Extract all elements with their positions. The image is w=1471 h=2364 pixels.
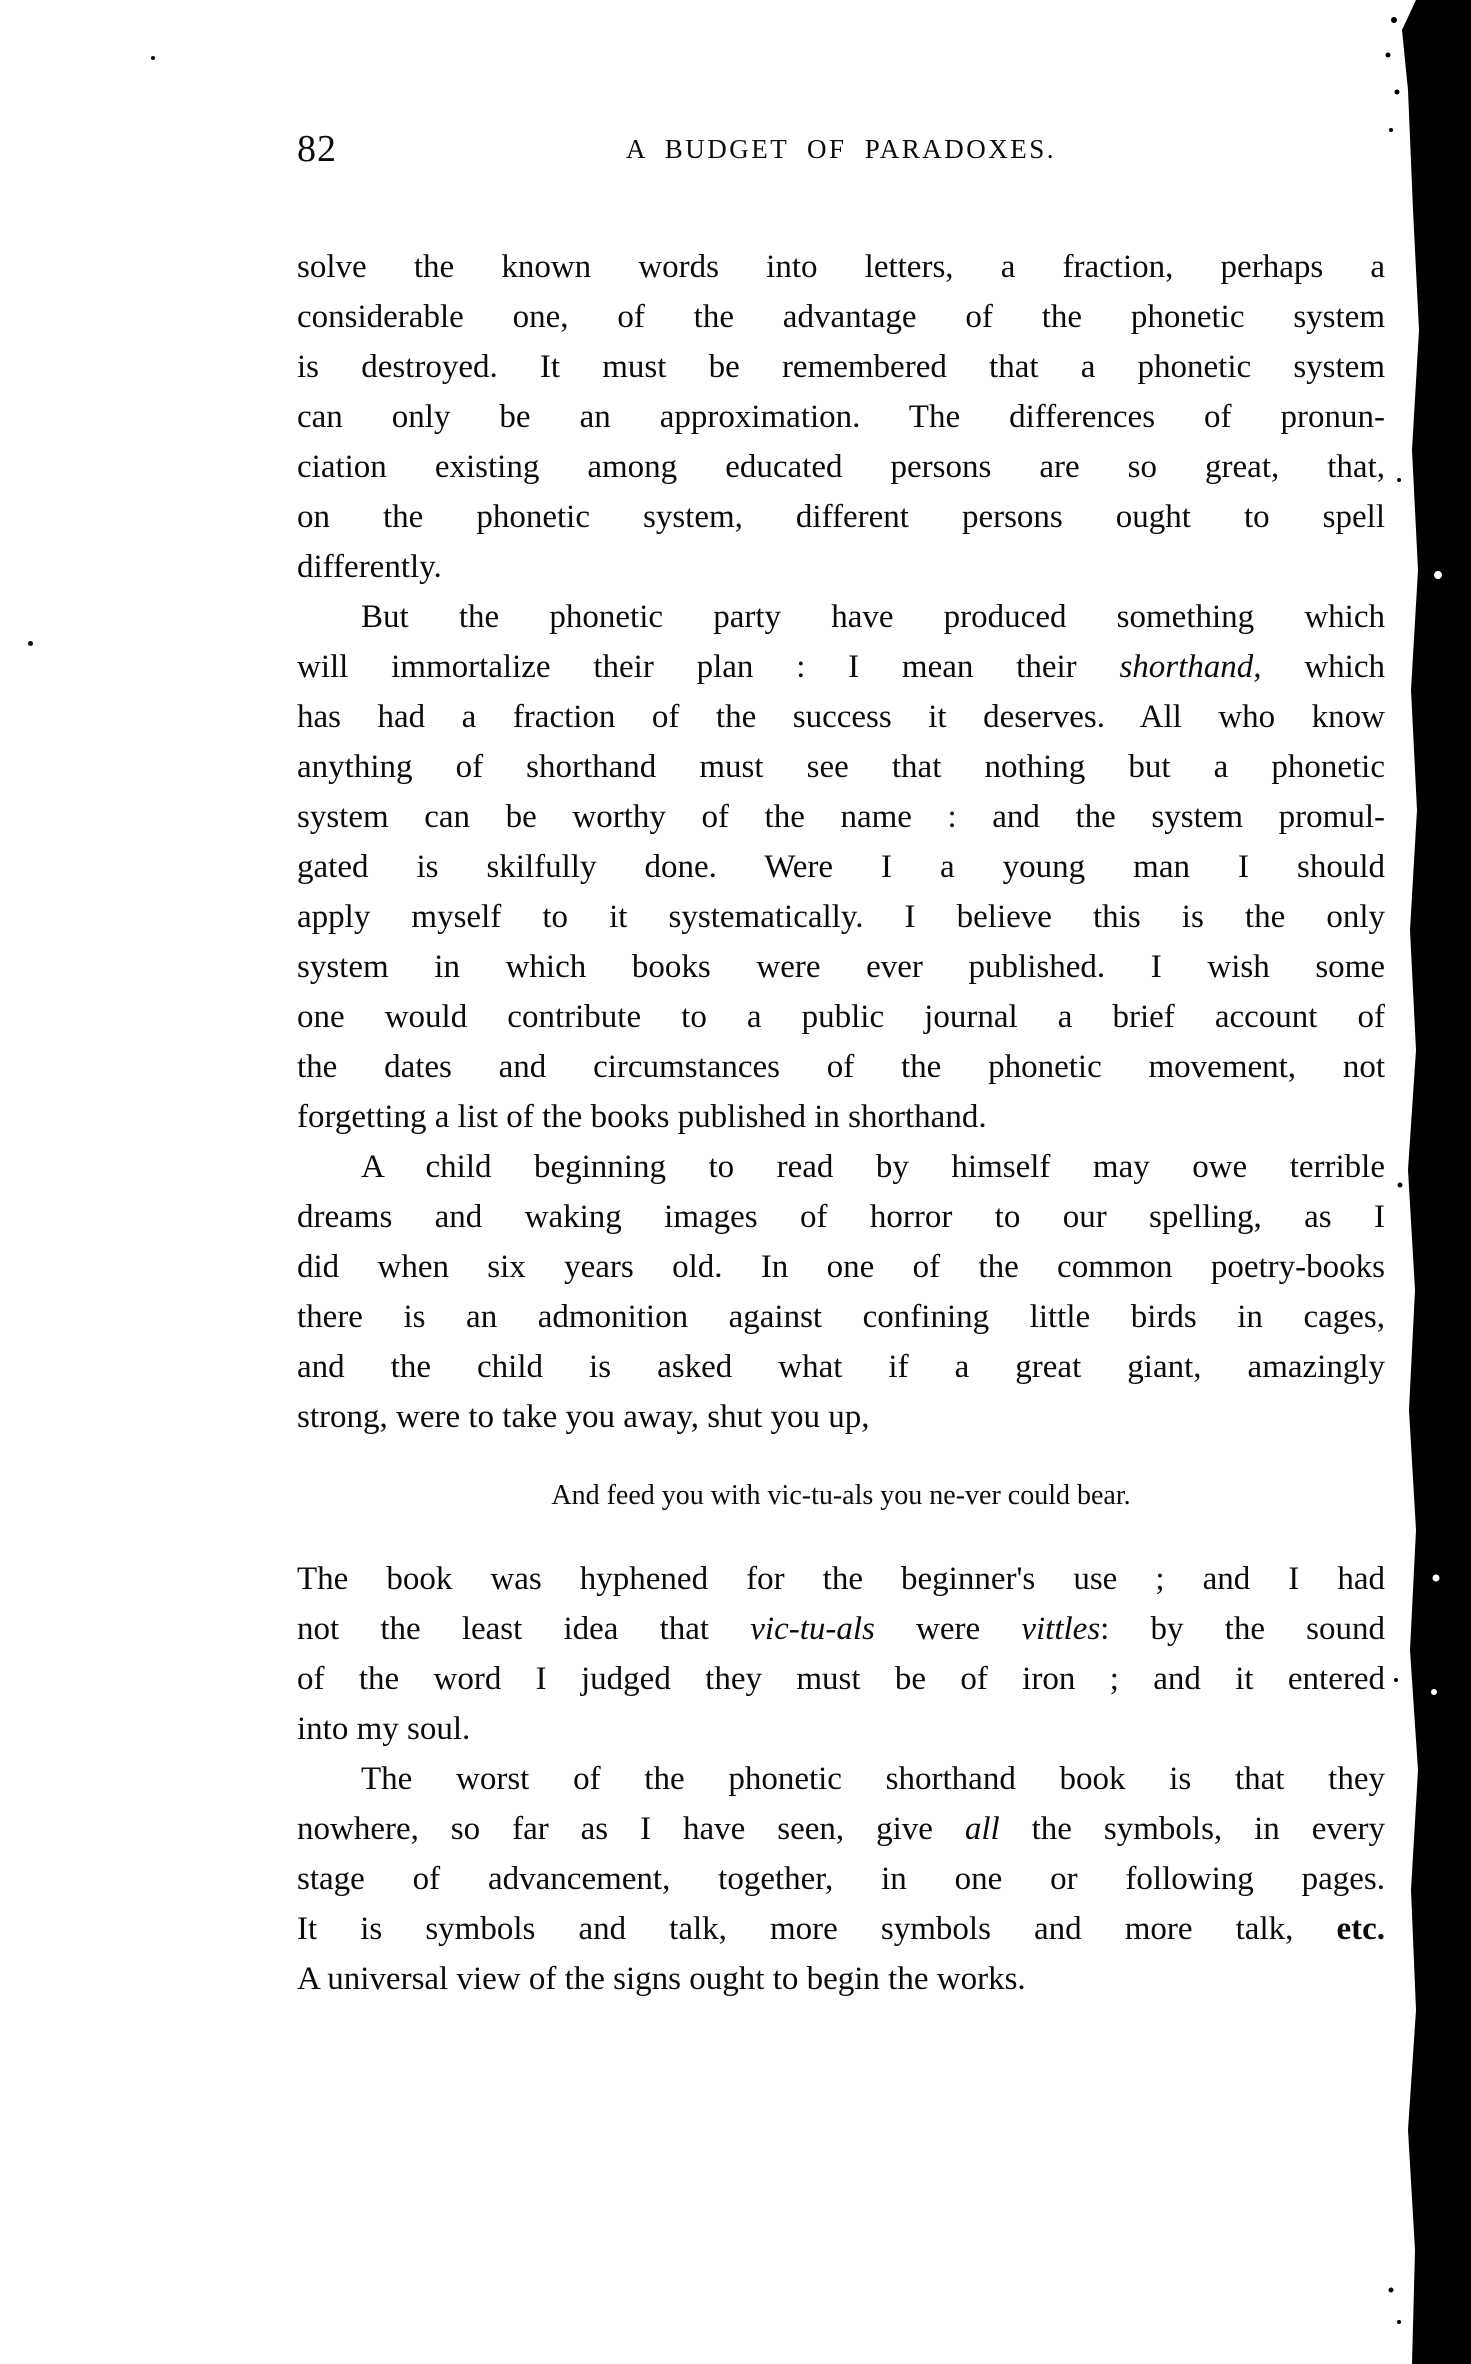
text: differently. bbox=[297, 549, 442, 585]
text: dreams and waking images of horror to our spelling, as I bbox=[297, 1199, 1385, 1235]
verse-paragraph bbox=[297, 1480, 1385, 1511]
text-line bbox=[297, 1654, 1385, 1704]
page-number: 82 bbox=[297, 128, 337, 170]
scan-speck bbox=[151, 56, 155, 60]
italic-text: vic-tu-als bbox=[750, 1611, 875, 1647]
paragraph bbox=[297, 1754, 1385, 2004]
text-line bbox=[297, 842, 1385, 892]
text-line bbox=[297, 742, 1385, 792]
text: : by the sound bbox=[1100, 1611, 1386, 1647]
text-line bbox=[297, 1804, 1385, 1854]
text-line bbox=[297, 942, 1385, 992]
scan-speck bbox=[28, 641, 33, 646]
text-line bbox=[297, 342, 1385, 392]
text: is destroyed. It must be remembered that a phonetic system bbox=[297, 349, 1385, 385]
page-header bbox=[297, 128, 1385, 174]
text-line bbox=[297, 792, 1385, 842]
text: the dates and circumstances of the phonetic movement, not bbox=[297, 1049, 1385, 1085]
paragraph bbox=[297, 592, 1385, 1142]
text: A universal view of the signs ought to begin the works. bbox=[297, 1961, 1026, 1997]
text-line bbox=[297, 392, 1385, 442]
text-line bbox=[297, 1480, 1385, 1511]
paragraph bbox=[297, 1554, 1385, 1754]
text: on the phonetic system, different persons ought to spell bbox=[297, 499, 1385, 535]
running-title: A BUDGET OF PARADOXES. bbox=[625, 134, 1057, 164]
text: not the least idea that bbox=[297, 1611, 751, 1647]
text: and the child is asked what if a great giant, amazingly bbox=[297, 1349, 1385, 1385]
text-line bbox=[297, 442, 1385, 492]
text: forgetting a list of the books published in shorthand. bbox=[297, 1099, 987, 1135]
text-line bbox=[297, 1704, 1385, 1754]
text: It is symbols and talk, more symbols and more talk, bbox=[297, 1911, 1337, 1947]
text: will immortalize their plan : I mean their bbox=[297, 649, 1120, 685]
text-line bbox=[297, 1754, 1385, 1804]
text: But the phonetic party have produced something which bbox=[361, 599, 1385, 635]
text-line bbox=[297, 1092, 1385, 1142]
text-line bbox=[297, 1342, 1385, 1392]
text: nowhere, so far as I have seen, give bbox=[297, 1811, 965, 1847]
text-line bbox=[297, 1954, 1385, 2004]
text-line bbox=[297, 292, 1385, 342]
text: the symbols, in every bbox=[999, 1811, 1385, 1847]
text: considerable one, of the advantage of the phonetic system bbox=[297, 299, 1385, 335]
text: into my soul. bbox=[297, 1711, 471, 1747]
text-line bbox=[297, 1604, 1385, 1654]
text-line bbox=[297, 492, 1385, 542]
text-line bbox=[297, 1554, 1385, 1604]
text: system can be worthy of the name : and the system promul- bbox=[297, 799, 1385, 835]
text-line bbox=[297, 1042, 1385, 1092]
italic-text: shorthand, bbox=[1119, 649, 1262, 685]
paragraph bbox=[297, 242, 1385, 592]
italic-text: vittles bbox=[1021, 1611, 1101, 1647]
text: has had a fraction of the success it deserves. All who know bbox=[297, 699, 1385, 735]
text-line bbox=[297, 1192, 1385, 1242]
scan-edge-artifact bbox=[1381, 0, 1471, 2364]
text: can only be an approximation. The differences of pronun- bbox=[297, 399, 1385, 435]
text: anything of shorthand must see that nothing but a phonetic bbox=[297, 749, 1385, 785]
text-line bbox=[297, 692, 1385, 742]
text: solve the known words into letters, a fraction, perhaps a bbox=[297, 249, 1385, 285]
text-line bbox=[297, 642, 1385, 692]
text-line bbox=[297, 1392, 1385, 1442]
bold-text: etc. bbox=[1336, 1911, 1385, 1947]
text-line bbox=[297, 1142, 1385, 1192]
text-line bbox=[297, 592, 1385, 642]
text: ciation existing among educated persons are so great, that, bbox=[297, 449, 1385, 485]
text-line bbox=[297, 892, 1385, 942]
text: were bbox=[874, 1611, 1022, 1647]
text: system in which books were ever published. I wish some bbox=[297, 949, 1385, 985]
text-line bbox=[297, 1904, 1385, 1954]
text: The worst of the phonetic shorthand book is that they bbox=[361, 1761, 1385, 1797]
text: which bbox=[1261, 649, 1385, 685]
text-line bbox=[297, 542, 1385, 592]
paragraph bbox=[297, 1142, 1385, 1442]
text: did when six years old. In one of the common poetry-books bbox=[297, 1249, 1385, 1285]
text-line bbox=[297, 1292, 1385, 1342]
text: stage of advancement, together, in one or following pages. bbox=[297, 1861, 1385, 1897]
text: The book was hyphened for the beginner's use ; and I had bbox=[297, 1561, 1385, 1597]
text: A child beginning to read by himself may owe terrible bbox=[361, 1149, 1385, 1185]
text-line bbox=[297, 1854, 1385, 1904]
text: of the word I judged they must be of iron ; and it entered bbox=[297, 1661, 1385, 1697]
italic-text: all bbox=[964, 1811, 1000, 1847]
text: gated is skilfully done. Were I a young man I should bbox=[297, 849, 1385, 885]
text: one would contribute to a public journal a brief account of bbox=[297, 999, 1385, 1035]
text-line bbox=[297, 1242, 1385, 1292]
text-block bbox=[297, 242, 1385, 2004]
text: apply myself to it systematically. I believe this is the only bbox=[297, 899, 1385, 935]
text-line bbox=[297, 992, 1385, 1042]
text: And feed you with vic-tu-als you ne-ver could bear. bbox=[551, 1480, 1131, 1511]
text: strong, were to take you away, shut you up, bbox=[297, 1399, 870, 1435]
text-line bbox=[297, 242, 1385, 292]
text: there is an admonition against confining little birds in cages, bbox=[297, 1299, 1385, 1335]
